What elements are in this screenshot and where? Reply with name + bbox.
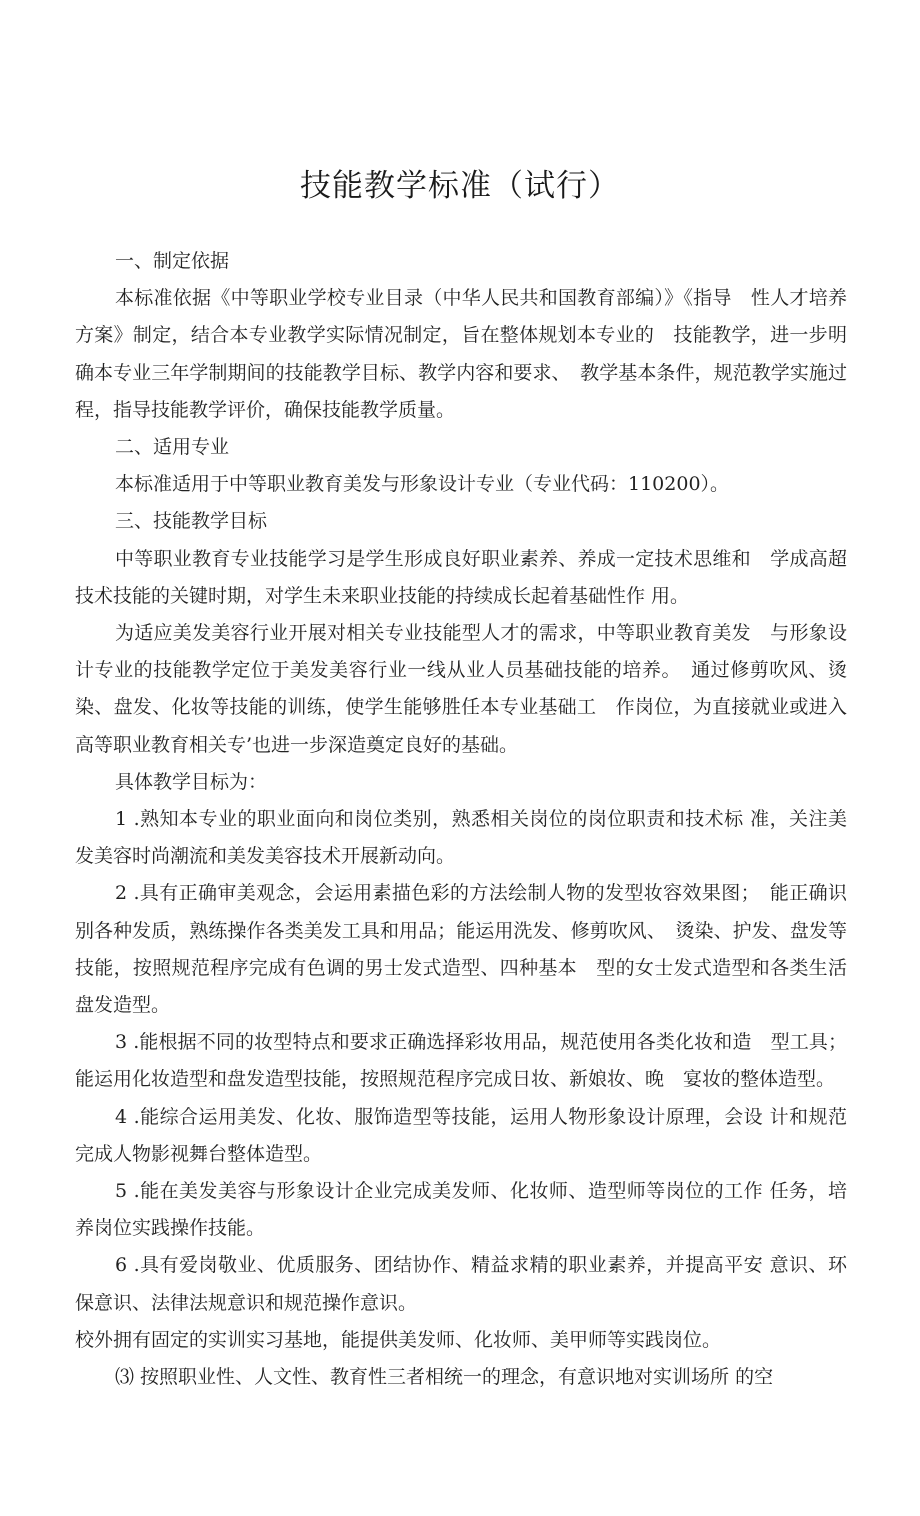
- paragraph-training-concept: ⑶ 按照职业性、人文性、教育性三者相统一的理念，有意识地对实训场所 的空: [115, 1366, 774, 1389]
- list-item-goal-4: 4 .能综合运用美发、化妆、服饰造型等技能，运用人物形象设计原理，会设 计和规范完成人物影视舞台整体造型。: [75, 1105, 847, 1165]
- section-heading-teaching-goals: 三、技能教学目标: [115, 510, 268, 533]
- list-item-goal-3: 3 .能根据不同的妆型特点和要求正确选择彩妆用品，规范使用各类化妆和造 型工具；能运用化妆造型和盘发造型技能，按照规范程序完成日妆、新娘妆、晚 宴妆的整体造型。: [75, 1031, 847, 1091]
- document-title: 技能教学标准（试行）: [300, 168, 620, 204]
- paragraph-training-base: 校外拥有固定的实训实习基地，能提供美发师、化妆师、美甲师等实践岗位。: [75, 1328, 722, 1351]
- paragraph-applicable-major: 本标准适用于中等职业教育美发与形象设计专业（专业代码：110200）。: [115, 473, 730, 496]
- document-body: [75, 243, 847, 1396]
- paragraph-goals-intro: 中等职业教育专业技能学习是学生形成良好职业素养、养成一定技术思维和 学成高超技术技能的关键时期，对学生未来职业技能的持续成长起着基础性作 用。: [75, 547, 847, 607]
- paragraph-basis: 本标准依据《中等职业学校专业目录（中华人民共和国教育部编）》《指导 性人才培养方案》制定，结合本专业教学实际情况制定，旨在整体规划本专业的 技能教学，进一步明确本专业三年学制期间的技能教学目标、教学内容和要求、 教学基本条件，规范教学实施过程，指导技能教学评价，确保技能教学质量。: [75, 287, 847, 421]
- section-heading-applicable-major: 二、适用专业: [115, 436, 230, 459]
- list-item-goal-1: 1 .熟知本专业的职业面向和岗位类别，熟悉相关岗位的岗位职责和技术标 准，关注美发美容时尚潮流和美发美容技术开展新动向。: [75, 808, 847, 868]
- list-item-goal-2: 2 .具有正确审美观念，会运用素描色彩的方法绘制人物的发型妆容效果图； 能正确识别各种发质，熟练操作各类美发工具和用品；能运用洗发、修剪吹风、 烫染、护发、盘发等技能，按照规范程序完成有色调的男士发式造型、四种基本 型的女士发式造型和各类生活盘发造型。: [75, 882, 847, 1017]
- paragraph-goals-positioning: 为适应美发美容行业开展对相关专业技能型人才的需求，中等职业教育美发 与形象设计专业的技能教学定位于美发美容行业一线从业人员基础技能的培养。 通过修剪吹风、烫染、盘发、化妆等技能的训练，使学生能够胜任本专业基础工 作岗位，为直接就业或进入高等职业教育相关专’也进一步深造奠定良好的基础。: [75, 622, 847, 756]
- list-item-goal-6: 6 .具有爱岗敬业、优质服务、团结协作、精益求精的职业素养，并提高平安 意识、环保意识、法律法规意识和规范操作意识。: [75, 1254, 847, 1314]
- section-heading-basis: 一、制定依据: [115, 250, 230, 272]
- list-item-goal-5: 5 .能在美发美容与形象设计企业完成美发师、化妆师、造型师等岗位的工作 任务，培养岗位实践操作技能。: [75, 1180, 847, 1240]
- paragraph-specific-goals-label: 具体教学目标为：: [115, 770, 268, 793]
